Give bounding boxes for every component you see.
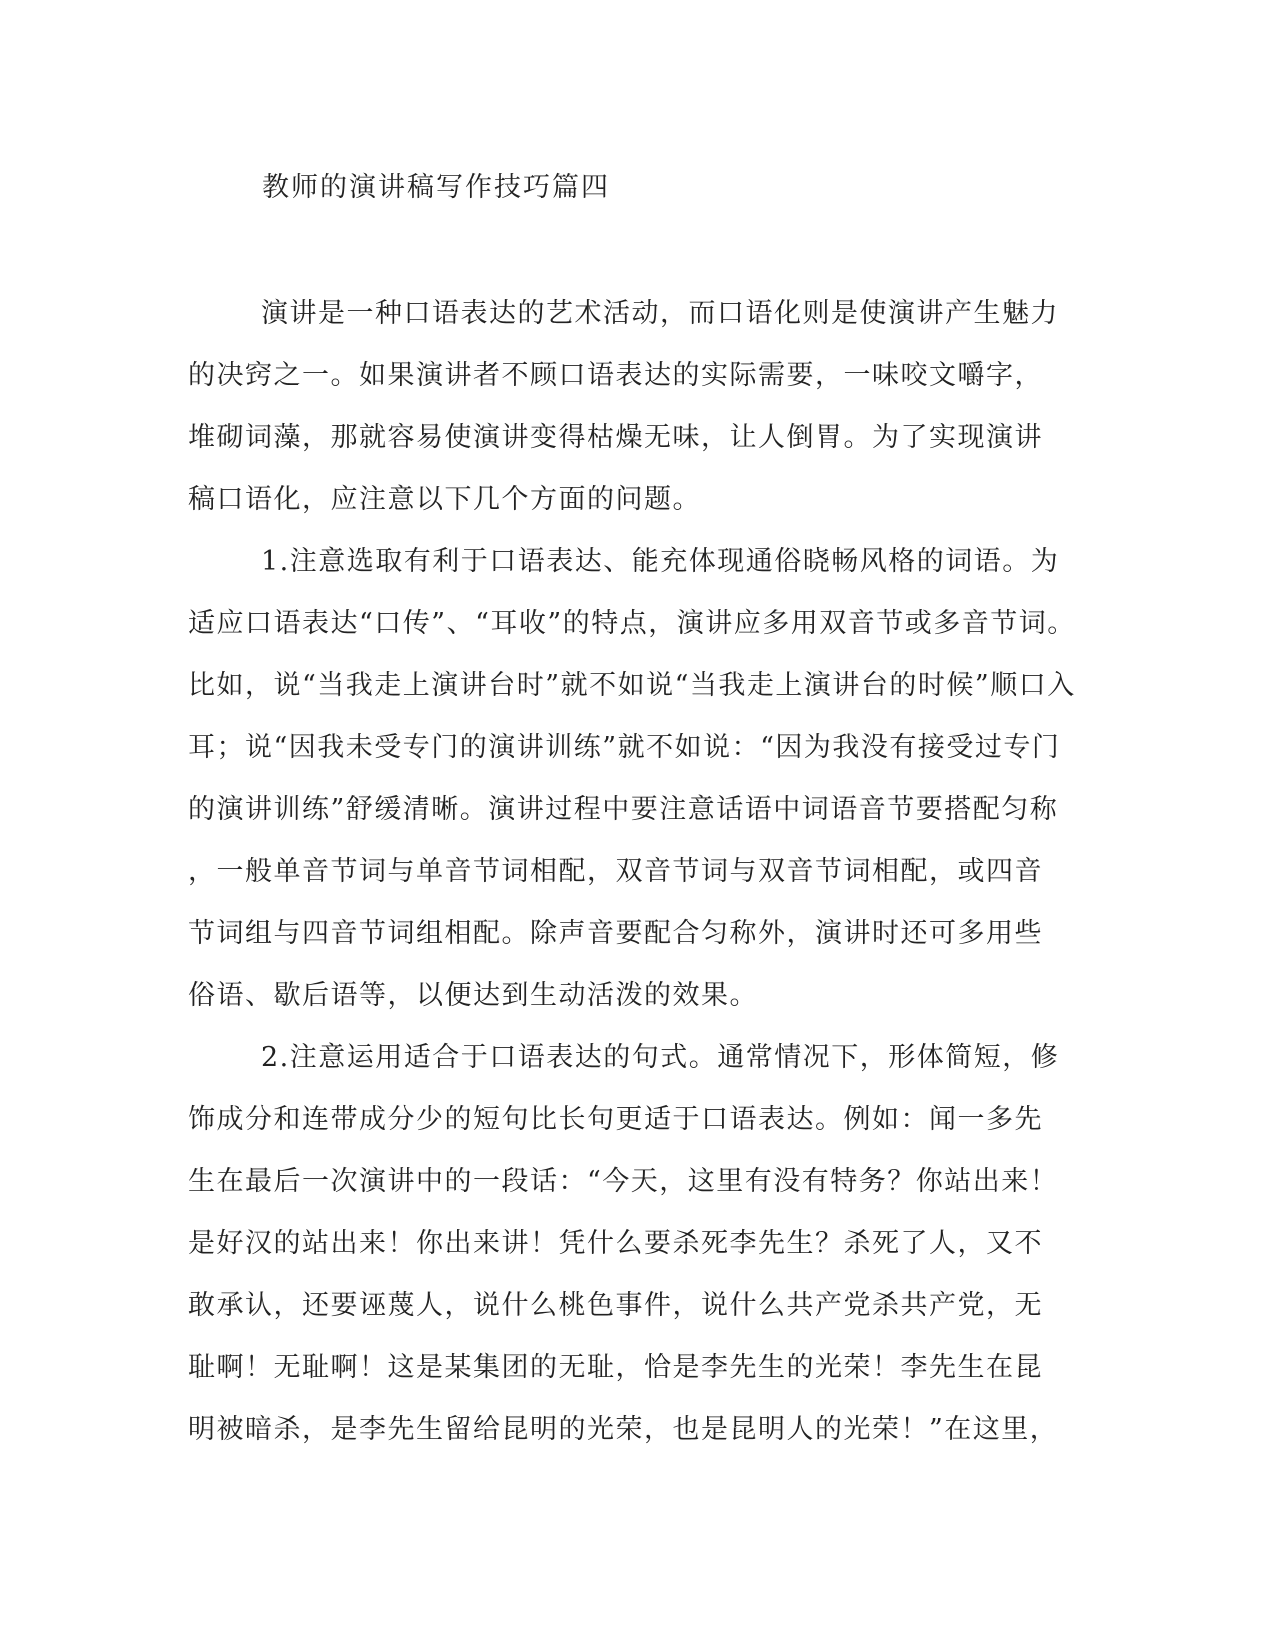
paragraph-line: ，一般单音节词与单音节词相配，双音节词与双音节词相配，或四音 xyxy=(188,856,1043,887)
paragraph-line: 耻啊！无耻啊！这是某集团的无耻，恰是李先生的光荣！李先生在昆 xyxy=(188,1352,1043,1383)
paragraph-line: 俗语、歇后语等，以便达到生动活泼的效果。 xyxy=(188,980,758,1011)
paragraph-line: 明被暗杀，是李先生留给昆明的光荣，也是昆明人的光荣！”在这里， xyxy=(188,1414,1059,1445)
document-body xyxy=(188,283,1076,1461)
paragraph-line: 生在最后一次演讲中的一段话：“今天，这里有没有特务？你站出来！ xyxy=(188,1166,1059,1197)
paragraph-line: 1.注意选取有利于口语表达、能充体现通俗晓畅风格的词语。为 xyxy=(261,546,1060,577)
paragraph-line: 的演讲训练”舒缓清晰。演讲过程中要注意话语中词语音节要搭配匀称 xyxy=(188,794,1059,825)
paragraph-line: 饰成分和连带成分少的短句比长句更适于口语表达。例如：闻一多先 xyxy=(188,1104,1043,1135)
paragraph-line: 比如，说“当我走上演讲台时”就不如说“当我走上演讲台的时候”顺口入 xyxy=(188,670,1076,701)
paragraph-line: 堆砌词藻，那就容易使演讲变得枯燥无味，让人倒胃。为了实现演讲 xyxy=(188,422,1043,453)
paragraph-line: 稿口语化，应注意以下几个方面的问题。 xyxy=(188,484,701,515)
paragraph-line: 的决窍之一。如果演讲者不顾口语表达的实际需要，一味咬文嚼字， xyxy=(188,360,1043,391)
paragraph-line: 2.注意运用适合于口语表达的句式。通常情况下，形体简短，修 xyxy=(261,1042,1060,1073)
paragraph-line: 耳；说“因我未受专门的演讲训练”就不如说：“因为我没有接受过专门 xyxy=(188,732,1061,763)
document-title: 教师的演讲稿写作技巧篇四 xyxy=(262,172,610,203)
paragraph-line: 适应口语表达“口传”、“耳收”的特点，演讲应多用双音节或多音节词。 xyxy=(188,608,1076,639)
paragraph-line: 演讲是一种口语表达的艺术活动，而口语化则是使演讲产生魅力 xyxy=(261,298,1059,329)
paragraph-line: 节词组与四音节词组相配。除声音要配合匀称外，演讲时还可多用些 xyxy=(188,918,1043,949)
paragraph-line: 是好汉的站出来！你出来讲！凭什么要杀死李先生？杀死了人，又不 xyxy=(188,1228,1043,1259)
paragraph-line: 敢承认，还要诬蔑人，说什么桃色事件，说什么共产党杀共产党，无 xyxy=(188,1290,1043,1321)
